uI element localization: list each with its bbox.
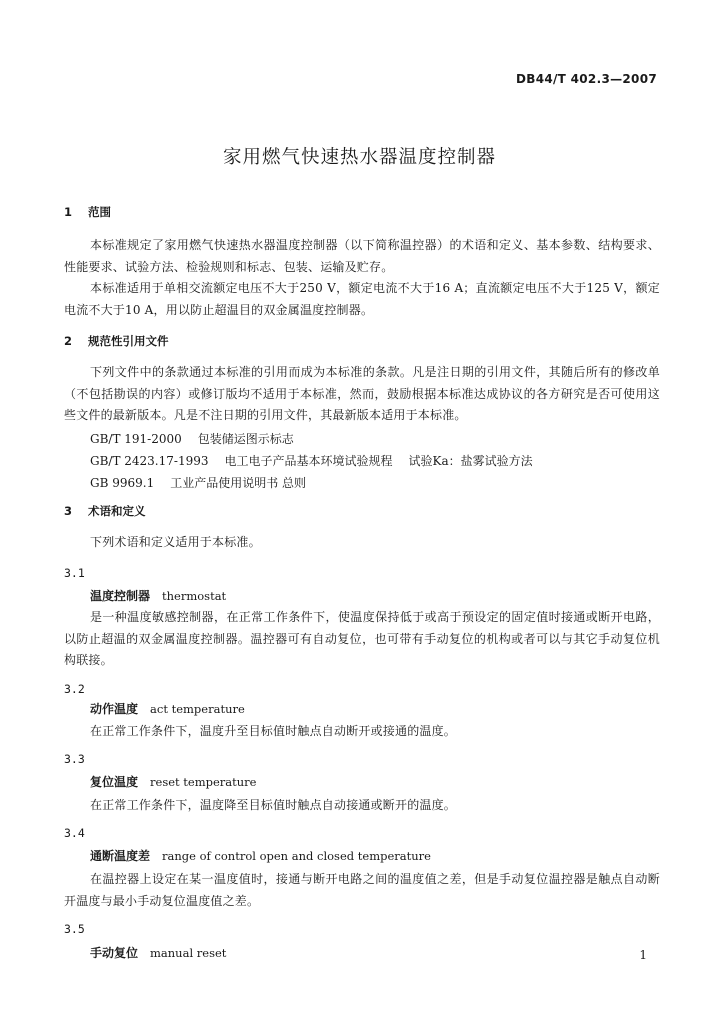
section-3	[64, 502, 660, 520]
clause-number: 3.2	[64, 682, 85, 696]
term-heading: 通断温度差 range of control open and closed temperature	[90, 849, 431, 863]
term-definition: 在正常工作条件下，温度升至目标值时触点自动断开或接通的温度。	[90, 724, 457, 738]
reference-item: GB/T 2423.17-1993 电工电子产品基本环境试验规程 试验Ka：盐雾试验方法	[90, 454, 533, 468]
clause-number: 3.4	[64, 826, 85, 840]
term-heading: 动作温度 act temperature	[90, 702, 245, 716]
clause-number: 3.1	[64, 566, 85, 580]
paragraph: 下列文件中的条款通过本标准的引用而成为本标准的条款。凡是注日期的引用文件，其随后所有的修改单（不包括勘误的内容）或修订版均不适用于本标准，然而，鼓励根据本标准达成协议的各方研究是否可使用这些文件的最新版本。凡是不注日期的引用文件，其最新版本适用于本标准。	[64, 365, 660, 422]
section-2	[64, 332, 660, 350]
page-number: 1	[639, 948, 647, 962]
term-definition: 在正常工作条件下，温度降至目标值时触点自动接通或断开的温度。	[90, 798, 457, 812]
paragraph: 下列术语和定义适用于本标准。	[90, 535, 261, 549]
reference-item: GB/T 191-2000 包装储运图示标志	[90, 432, 294, 446]
paragraph: 本标准适用于单相交流额定电压不大于250 V，额定电流不大于16 A；直流额定电压不大于125 V，额定电流不大于10 A，用以防止超温目的双金属温度控制器。	[64, 281, 660, 317]
standard-code: DB44/T 402.3—2007	[515, 72, 657, 86]
term-heading: 手动复位 manual reset	[90, 946, 227, 960]
section-heading: 3 术语和定义	[64, 504, 146, 518]
section-1	[64, 203, 660, 221]
paragraph: 本标准规定了家用燃气快速热水器温度控制器（以下简称温控器）的术语和定义、基本参数、结构要求、性能要求、试验方法、检验规则和标志、包装、运输及贮存。	[64, 238, 660, 274]
section-heading: 2 规范性引用文件	[64, 334, 169, 348]
document-title: 家用燃气快速热水器温度控制器	[222, 147, 496, 168]
section-heading: 1 范围	[64, 205, 111, 219]
term-definition: 是一种温度敏感控制器，在正常工作条件下，使温度保持低于或高于预设定的固定值时接通或断开电路，以防止超温的双金属温度控制器。温控器可有自动复位，也可带有手动复位的机构或者可以与其它手动复位机构联接。	[64, 610, 660, 667]
term-heading: 复位温度 reset temperature	[90, 775, 257, 789]
term-heading: 温度控制器 thermostat	[90, 589, 227, 603]
term-definition: 在温控器上设定在某一温度值时，接通与断开电路之间的温度值之差，但是手动复位温控器是触点自动断开温度与最小手动复位温度值之差。	[64, 872, 660, 908]
reference-item: GB 9969.1 工业产品使用说明书 总则	[90, 476, 307, 490]
clause-number: 3.5	[64, 922, 85, 936]
clause-number: 3.3	[64, 752, 85, 766]
